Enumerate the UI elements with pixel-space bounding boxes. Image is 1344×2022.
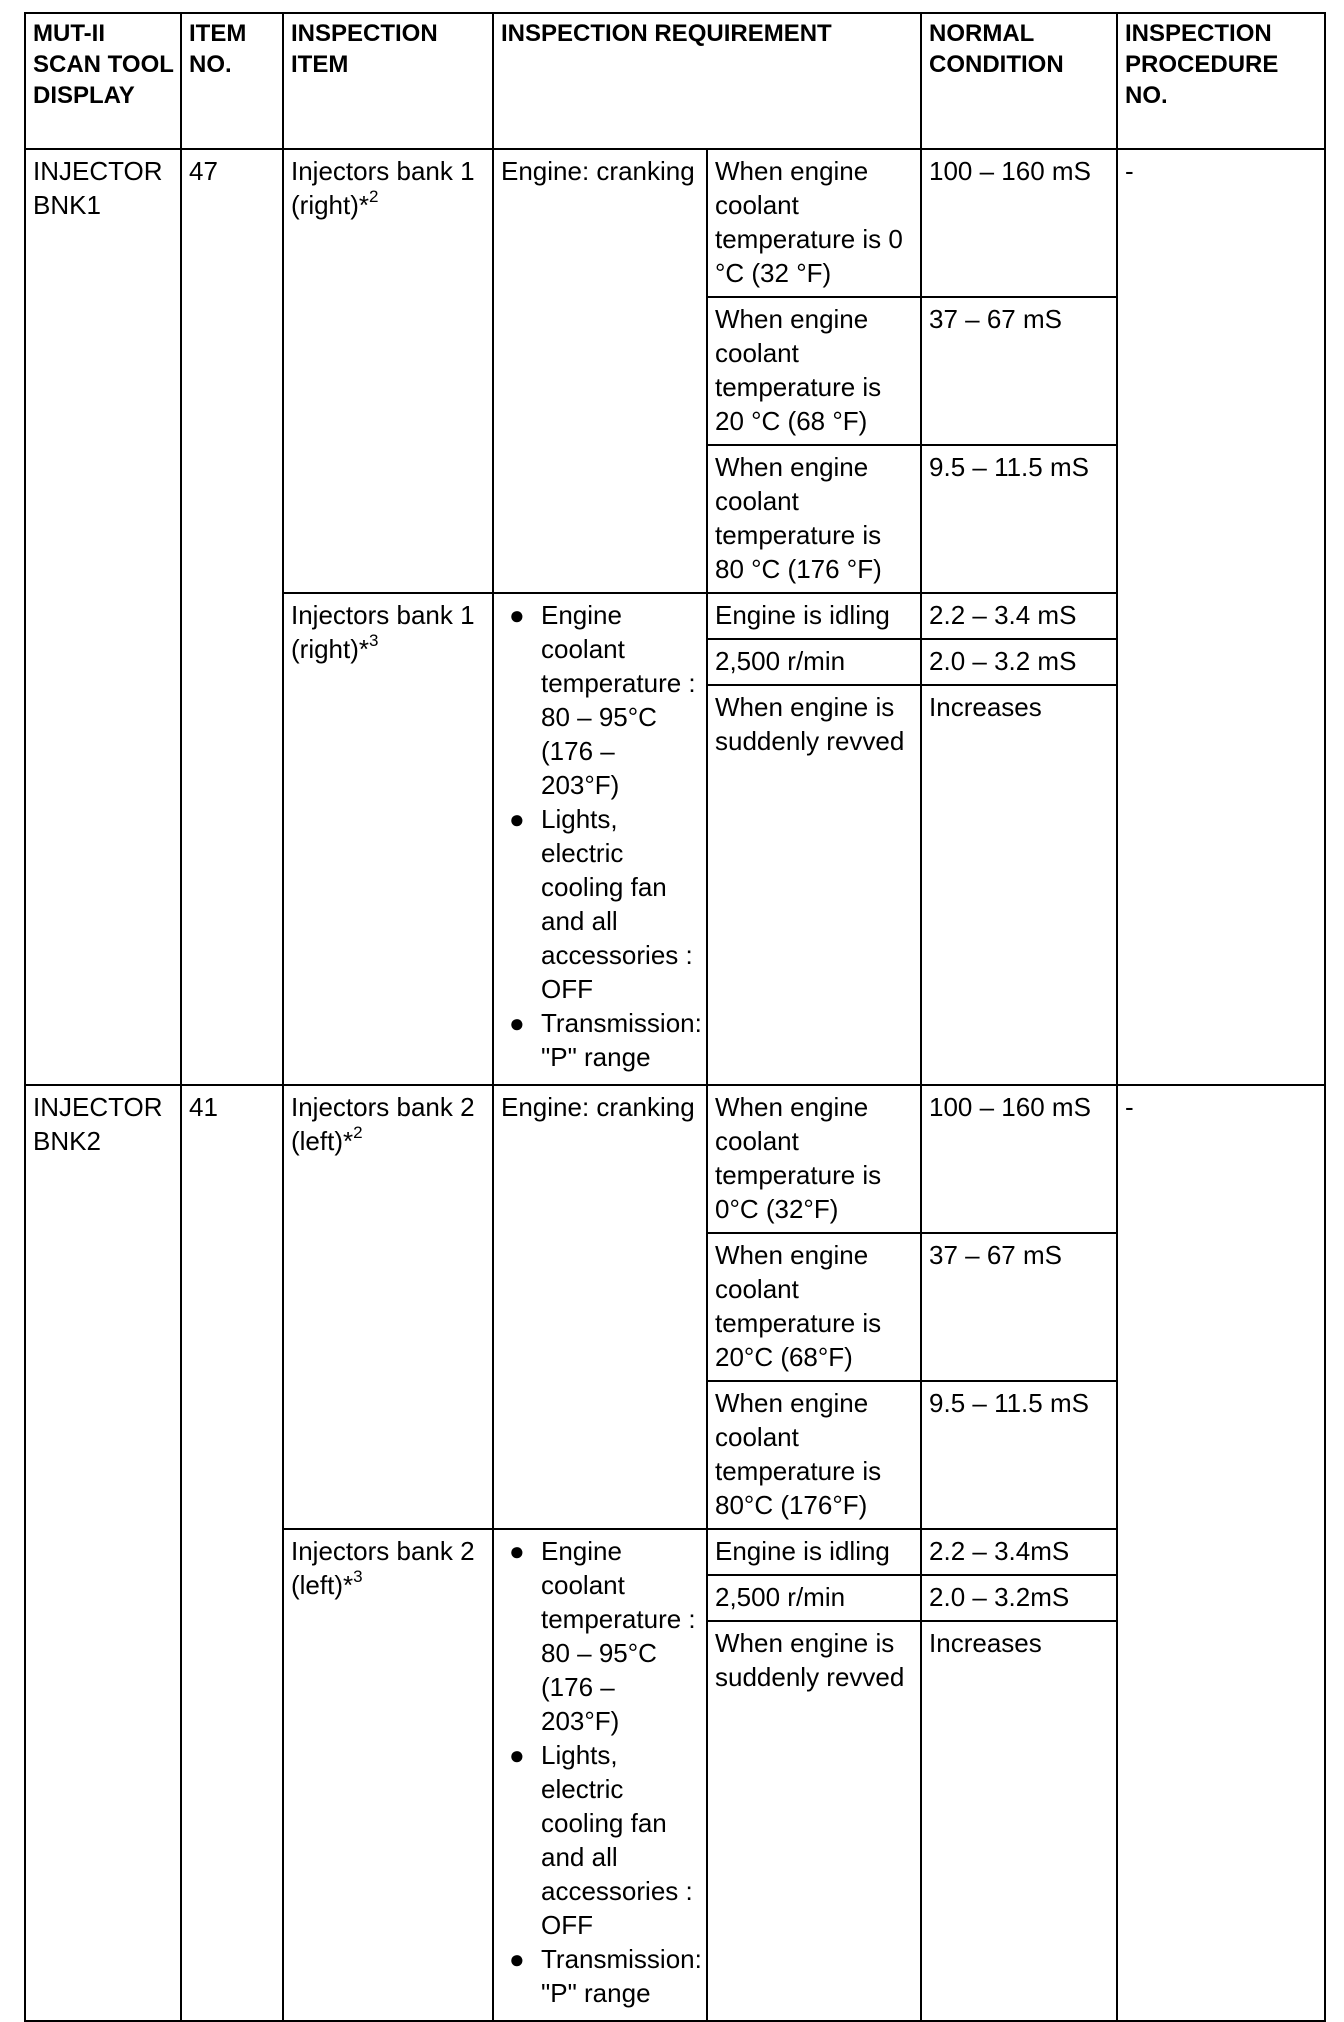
condition-cell: When engine is suddenly revved: [707, 685, 921, 1085]
list-item: ● Transmission: "P" range: [509, 1008, 702, 1072]
condition-cell: Engine is idling: [707, 1529, 921, 1575]
bullet-icon: ●: [509, 1536, 525, 1566]
inspection-item-bnk1-running: Injectors bank 1 (right)*$^3$: [283, 593, 493, 1085]
list-item: ● Engine coolant temperature : 80 – 95°C (176 – 203°F): [509, 1536, 696, 1736]
header-procedure-no: INSPECTION PROCEDURE NO.: [1117, 13, 1325, 149]
header-display: MUT-II SCAN TOOL DISPLAY: [25, 13, 181, 149]
normal-value-cell: Increases: [921, 1621, 1117, 2021]
inspection-table-container: [24, 12, 1326, 2022]
requirement-bnk1-cranking: Engine: cranking: [493, 149, 707, 593]
condition-cell: When engine coolant temperature is 0°C (32°F): [707, 1085, 921, 1233]
condition-cell: When engine coolant temperature is 20°C (68°F): [707, 1233, 921, 1381]
inspection-item-bnk2-cranking: Injectors bank 2 (left)*$^2$: [283, 1085, 493, 1529]
header-row: [25, 13, 1325, 149]
item-no-cell-bnk1: 47: [181, 149, 283, 1085]
procedure-cell-bnk1: -: [1117, 149, 1325, 1085]
footnote-mark: 2: [369, 187, 379, 207]
inspection-item-bnk2-running: Injectors bank 2 (left)*$^3$: [283, 1529, 493, 2021]
normal-value-cell: 9.5 – 11.5 mS: [921, 445, 1117, 593]
normal-value-cell: Increases: [921, 685, 1117, 1085]
header-inspection-item: INSPECTION ITEM: [283, 13, 493, 149]
requirement-bnk1-running: [493, 593, 707, 1085]
header-item-no: ITEM NO.: [181, 13, 283, 149]
condition-cell: When engine coolant temperature is 80°C (176°F): [707, 1381, 921, 1529]
normal-value-cell: 9.5 – 11.5 mS: [921, 1381, 1117, 1529]
normal-value-cell: 37 – 67 mS: [921, 1233, 1117, 1381]
condition-cell: 2,500 r/min: [707, 639, 921, 685]
bullet-icon: ●: [509, 1008, 525, 1038]
display-cell-bnk2: INJECTOR BNK2: [25, 1085, 181, 2021]
normal-value-cell: 2.2 – 3.4mS: [921, 1529, 1117, 1575]
table-row: [25, 1085, 1325, 1233]
list-item: ● Lights, electric cooling fan and all accessories : OFF: [509, 804, 693, 1004]
condition-cell: 2,500 r/min: [707, 1575, 921, 1621]
normal-value-cell: 2.0 – 3.2mS: [921, 1575, 1117, 1621]
item-no-cell-bnk2: 41: [181, 1085, 283, 2021]
list-item: ● Engine coolant temperature : 80 – 95°C (176 – 203°F): [509, 600, 696, 800]
footnote-mark: 3: [369, 631, 379, 651]
bullet-icon: ●: [509, 804, 525, 834]
procedure-cell-bnk2: -: [1117, 1085, 1325, 2021]
header-inspection-requirement: INSPECTION REQUIREMENT: [493, 13, 921, 149]
bullet-icon: ●: [509, 1740, 525, 1770]
normal-value-cell: 2.0 – 3.2 mS: [921, 639, 1117, 685]
header-normal-condition: NORMAL CONDITION: [921, 13, 1117, 149]
inspection-table: [24, 12, 1326, 2022]
bullet-icon: ●: [509, 600, 525, 630]
requirement-bnk2-cranking: Engine: cranking: [493, 1085, 707, 1529]
condition-cell: When engine coolant temperature is 80 °C (176 °F): [707, 445, 921, 593]
footnote-mark: 2: [353, 1123, 363, 1143]
condition-cell: When engine coolant temperature is 20 °C (68 °F): [707, 297, 921, 445]
display-cell-bnk1: INJECTOR BNK1: [25, 149, 181, 1085]
normal-value-cell: 2.2 – 3.4 mS: [921, 593, 1117, 639]
condition-cell: When engine coolant temperature is 0 °C (32 °F): [707, 149, 921, 297]
list-item: ● Lights, electric cooling fan and all accessories : OFF: [509, 1740, 693, 1940]
normal-value-cell: 100 – 160 mS: [921, 1085, 1117, 1233]
normal-value-cell: 100 – 160 mS: [921, 149, 1117, 297]
inspection-item-bnk1-cranking: Injectors bank 1 (right)*$^2$: [283, 149, 493, 593]
normal-value-cell: 37 – 67 mS: [921, 297, 1117, 445]
list-item: ● Transmission: "P" range: [509, 1944, 702, 2008]
condition-list: [501, 1534, 700, 2010]
footnote-mark: 3: [353, 1567, 363, 1587]
table-row: [25, 149, 1325, 297]
requirement-bnk2-running: [493, 1529, 707, 2021]
condition-list: [501, 598, 700, 1074]
bullet-icon: ●: [509, 1944, 525, 1974]
condition-cell: When engine is suddenly revved: [707, 1621, 921, 2021]
condition-cell: Engine is idling: [707, 593, 921, 639]
